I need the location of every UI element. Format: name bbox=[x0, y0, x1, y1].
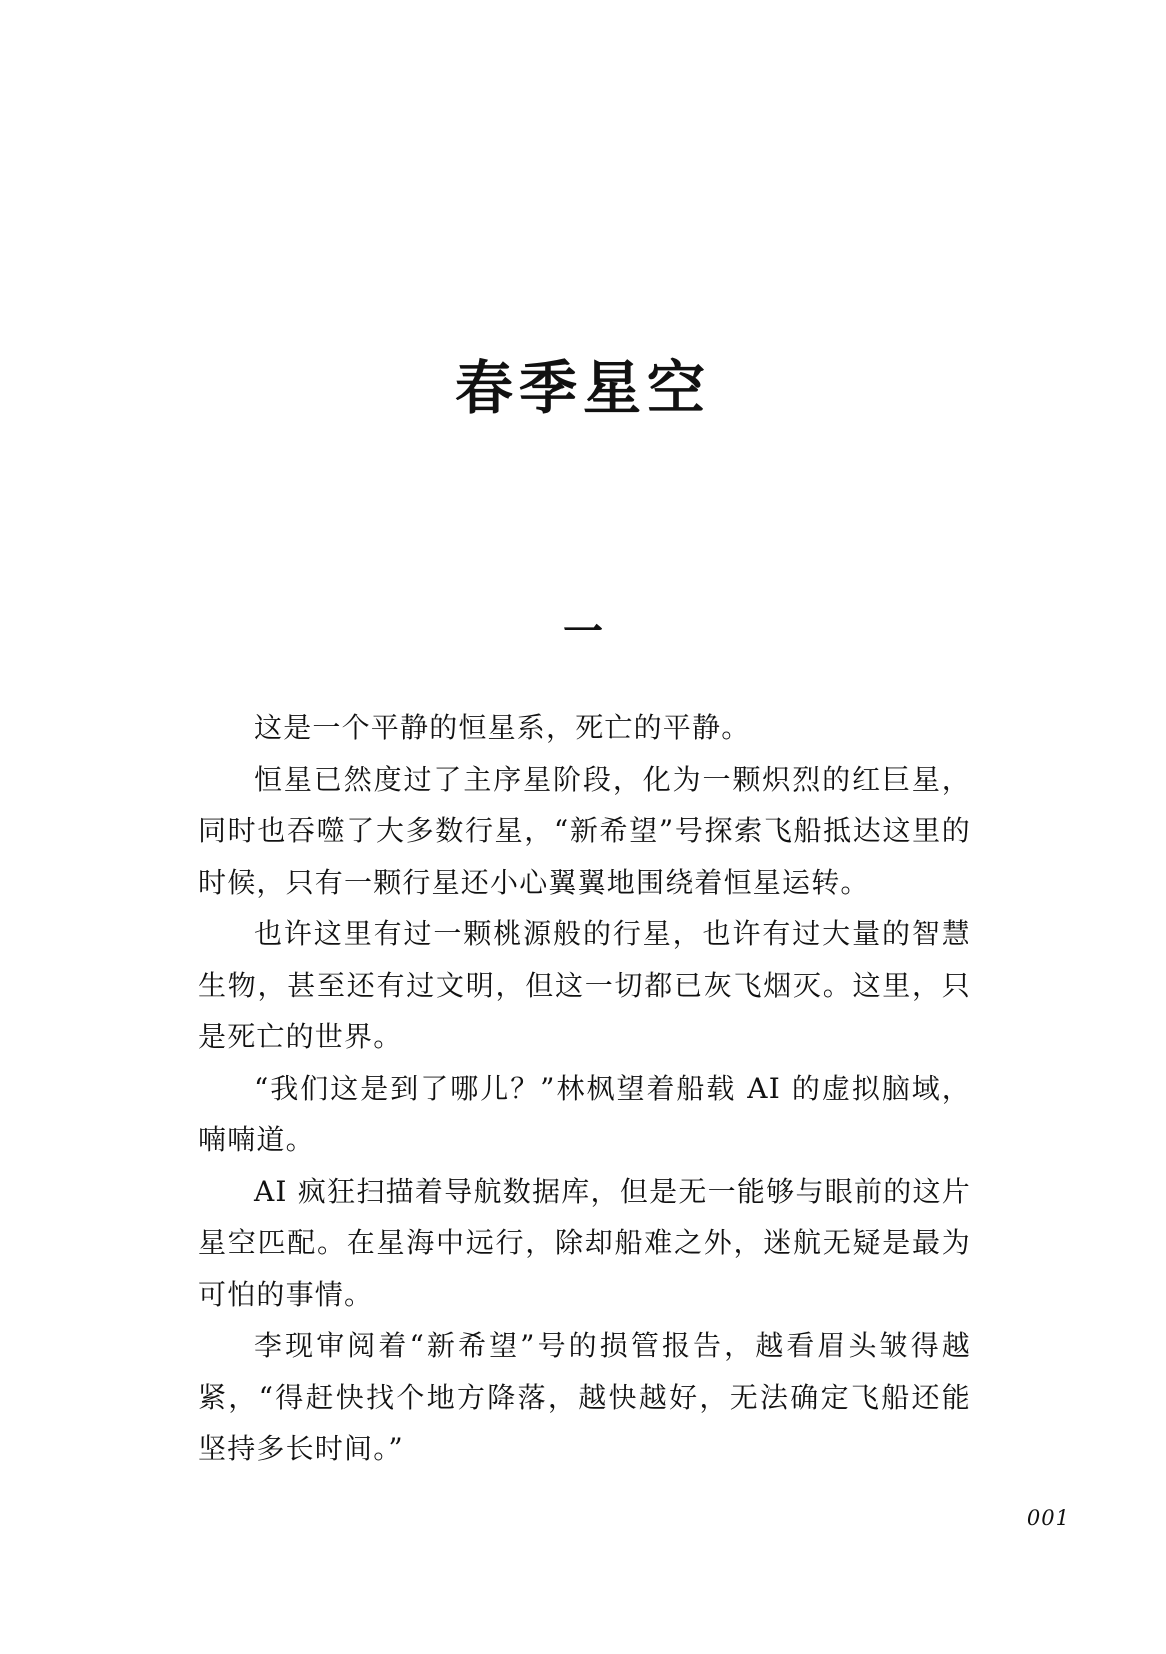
chapter-body bbox=[198, 702, 971, 1475]
paragraph: 这是一个平静的恒星系，死亡的平静。 bbox=[254, 711, 751, 744]
paragraph: 也许这里有过一颗桃源般的行星，也许有过大量的智慧生物，甚至还有过文明，但这一切都已灰飞烟灭。这里，只是死亡的世界。 bbox=[198, 917, 971, 1053]
paragraph: 恒星已然度过了主序星阶段，化为一颗炽烈的红巨星，同时也吞噬了大多数行星，“新希望”号探索飞船抵达这里的时候，只有一颗行星还小心翼翼地围绕着恒星运转。 bbox=[198, 762, 971, 899]
section-number: 一 bbox=[563, 608, 603, 655]
chapter-title: 春季星空 bbox=[454, 353, 711, 422]
page-number: 001 bbox=[1026, 1506, 1070, 1530]
paragraph: “我们这是到了哪儿？”林枫望着船载 AI 的虚拟脑域，喃喃道。 bbox=[198, 1071, 971, 1156]
paragraph: 李现审阅着“新希望”号的损管报告，越看眉头皱得越紧，“得赶快找个地方降落，越快越好，无法确定飞船还能坚持多长时间。” bbox=[198, 1329, 971, 1465]
paragraph: AI 疯狂扫描着导航数据库，但是无一能够与眼前的这片星空匹配。在星海中远行，除却船难之外，迷航无疑是最为可怕的事情。 bbox=[198, 1174, 971, 1311]
